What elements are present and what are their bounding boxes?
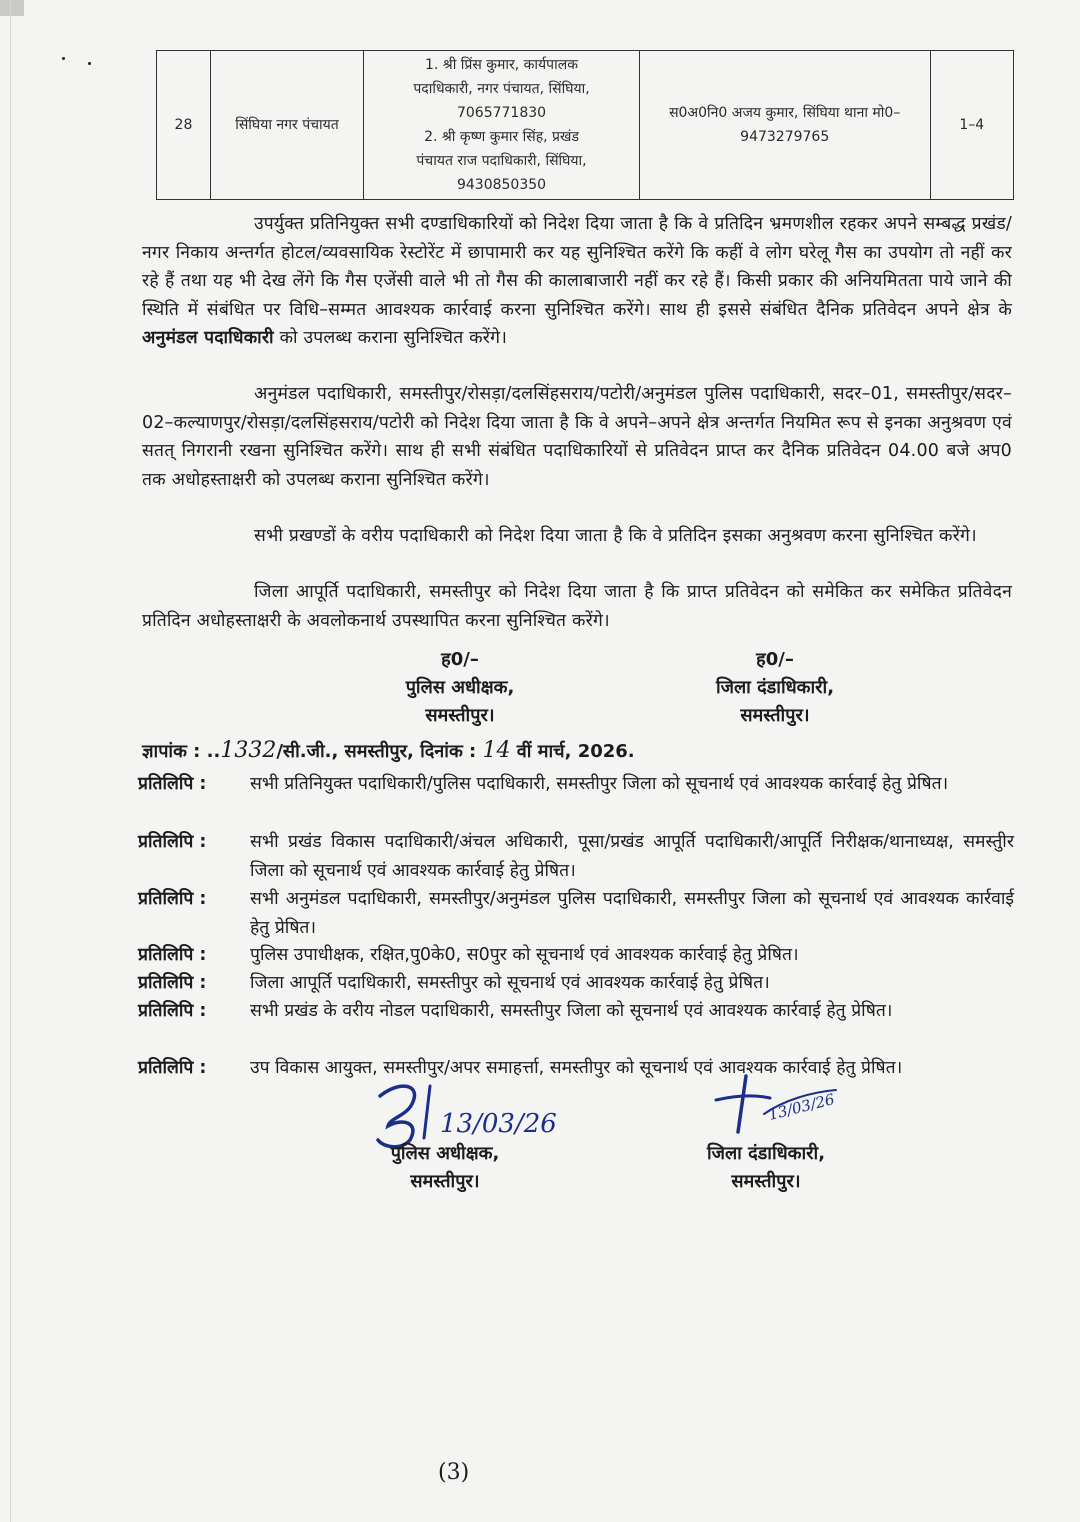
copy-text: सभी प्रखंड विकास पदाधिकारी/अंचल अधिकारी, पूसा/प्रखंड आपूर्ति पदाधिकारी/आपूर्ति निरीक्षक/थानाध्यक्ष, समस्तुीर जिला को सूचनार्थ एवं आवश्यक कार्रवाई हेतु प्रेषित। (250, 832, 1014, 881)
speck (88, 62, 91, 65)
copy-entry (138, 1054, 1014, 1083)
officer-line: 9430850350 (456, 177, 547, 193)
copy-label: प्रतिलिपि : (138, 832, 207, 852)
paragraph-4-text: जिला आपूर्ति पदाधिकारी, समस्तीपुर को निदेश दिया जाता है कि प्राप्त प्रतिवेदन को समेकित कर समेकित प्रतिवेदन प्रतिदिन अधोहस्ताक्षरी के अवलोकनार्थ उपस्थापित करना सुनिश्चित करेंगे। (142, 582, 1012, 631)
signatory-title: जिला दंडाधिकारी, (715, 677, 835, 698)
copy-text: जिला आपूर्ति पदाधिकारी, समस्तीपुर को सूचनार्थ एवं आवश्यक कार्रवाई हेतु प्रेषित। (250, 973, 770, 993)
paragraph-4 (142, 578, 1012, 635)
memo-number: 1332 (220, 738, 277, 763)
officer-line: 7065771830 (456, 105, 547, 121)
officer-line: पदाधिकारी, नगर पंचायत, सिंघिया, (413, 81, 590, 97)
paragraph-3-text: सभी प्रखण्डों के वरीय पदाधिकारी को निदेश दिया जाता है कि वे प्रतिदिन इसका अनुश्रवण करना सुनिश्चित करेंगे। (254, 526, 977, 546)
copy-label: प्रतिलिपि : (138, 1001, 207, 1021)
memo-number-line: ज्ञापांक : ..1332/सी.जी., समस्तीपुर, दिनांक : 14 वीं मार्च, 2026. (142, 738, 635, 763)
dm-final-signature-block (646, 1140, 886, 1196)
signed-mark: ह0/– (441, 649, 479, 670)
signed-mark: ह0/– (756, 649, 794, 670)
allocation-table (156, 50, 1014, 200)
signatory-place: समस्तीपुर। (740, 705, 810, 726)
serial-cell: 28 (157, 51, 211, 200)
copy-label: प्रतिलिपि : (138, 1058, 207, 1078)
dm-signature-date: 13/03/26 (766, 1090, 837, 1124)
page-corner (0, 0, 24, 16)
table-row (157, 51, 1014, 200)
copy-entry (138, 770, 1014, 799)
signatory-title: जिला दंडाधिकारी, (706, 1143, 826, 1164)
copy-text: उप विकास आयुक्त, समस्तीपुर/अपर समाहर्त्ता, समस्तीपुर को सूचनार्थ एवं आवश्यक कार्रवाई हेतु प्रेषित। (250, 1058, 903, 1078)
memo-suffix: वीं मार्च, 2026. (510, 741, 635, 762)
paragraph-2 (142, 380, 1012, 494)
signatory-title: पुलिस अधीक्षक, (390, 1143, 500, 1164)
paragraph-2-text: अनुमंडल पदाधिकारी, समस्तीपुर/रोसड़ा/दलसिंहसराय/पटोरी/अनुमंडल पुलिस पदाधिकारी, सदर–01, समस्तीपुर/सदर–02–कल्याणपुर/रोसड़ा/दलसिंहसराय/पटोरी को निदेश दिया जाता है कि वे अपने–अपने क्षेत्र अन्तर्गत नियमित रूप से इनका अनुश्रवण एवं सतत् निगरानी रखना सुनिश्चित करेंगे। साथ ही सभी संबंधित पदाधिकारियों से प्रतिवेदन प्राप्त कर दैनिक प्रतिवेदन 04.00 बजे अप0 तक अधोहस्ताक्षरी को उपलब्ध कराना सुनिश्चित करेंगे। (142, 384, 1012, 490)
sp-final-signature-block (325, 1140, 565, 1196)
paragraph-1-end: को उपलब्ध कराना सुनिश्चित करेंगे। (279, 328, 508, 348)
copy-label: प्रतिलिपि : (138, 945, 207, 965)
copy-label: प्रतिलिपि : (138, 889, 207, 909)
copy-label: प्रतिलिपि : (138, 774, 207, 794)
copy-text: सभी प्रखंड के वरीय नोडल पदाधिकारी, समस्तीपुर जिला को सूचनार्थ एवं आवश्यक कार्रवाई हेतु प्रेषित। (250, 1001, 893, 1021)
dm-handwritten-signature (712, 1070, 852, 1146)
officer-line: 1. श्री प्रिंस कुमार, कार्यपालक (425, 57, 578, 73)
paragraph-1-text: उपर्युक्त प्रतिनियुक्त सभी दण्डाधिकारियों को निदेश दिया जाता है कि वे प्रतिदिन भ्रमणशील रहकर अपने सम्बद्ध प्रखंड/नगर निकाय अन्तर्गत होटल/व्यवसायिक रेस्टोरेंट में छापामारी कर यह सुनिश्चित करेंगे कि कहीं वे लोग घरेलू गैस का उपयोग तो नहीं कर रहे हैं तथा यह भी देख लेंगे कि गैस एजेंसी वाले भी तो गैस की कालाबाजारी नहीं कर रहे हैं। किसी प्रकार की अनियमितता पाये जाने की स्थिति में संबंधित पर विधि–सम्मत आवश्यक कार्रवाई करना सुनिश्चित करेंगे। साथ ही इससे संबंधित दैनिक प्रतिवेदन अपने क्षेत्र के (142, 214, 1012, 320)
copy-text: पुलिस उपाधीक्षक, रक्षित,पु0के0, स0पुर को सूचनार्थ एवं आवश्यक कार्रवाई हेतु प्रेषित। (250, 945, 799, 965)
sp-signature-date: 13/03/26 (440, 1109, 557, 1139)
copy-entry (138, 941, 1014, 970)
paragraph-1-emphasis: अनुमंडल पदाधिकारी (142, 328, 274, 348)
memo-prefix: ज्ञापांक : (142, 741, 207, 762)
copy-text: सभी प्रतिनियुक्त पदाधिकारी/पुलिस पदाधिकारी, समस्तीपुर जिला को सूचनार्थ एवं आवश्यक कार्रवाई हेतु प्रेषित। (250, 774, 949, 794)
officer-line: पंचायत राज पदाधिकारी, सिंघिया, (416, 153, 587, 169)
signatory-place: समस्तीपुर। (425, 705, 495, 726)
signatory-title: पुलिस अधीक्षक, (405, 677, 515, 698)
copy-entry (138, 997, 1014, 1026)
paragraph-3 (142, 522, 1012, 551)
speck (62, 57, 65, 60)
copy-label: प्रतिलिपि : (138, 973, 207, 993)
sp-signature-block (340, 646, 580, 730)
officer-line: 2. श्री कृष्ण कुमार सिंह, प्रखंड (424, 129, 579, 145)
ward-cell: 1–4 (930, 51, 1014, 200)
copy-text: सभी अनुमंडल पदाधिकारी, समस्तीपुर/अनुमंडल पुलिस पदाधिकारी, समस्तीपुर जिला को सूचनार्थ एवं आवश्यक कार्रवाई हेतु प्रेषित। (250, 889, 1014, 938)
police-officer-cell: स0अ0नि0 अजय कुमार, सिंघिया थाना मो0–9473279765 (639, 51, 930, 200)
dm-signature-block (655, 646, 895, 730)
page-number: (3) (438, 1460, 470, 1485)
copy-entry (138, 969, 1014, 998)
paragraph-1 (142, 210, 1012, 353)
place-cell: सिंघिया नगर पंचायत (210, 51, 363, 200)
signatory-place: समस्तीपुर। (731, 1171, 801, 1192)
memo-day: 14 (482, 738, 511, 763)
page-edge (10, 0, 11, 1522)
officers-cell (364, 51, 640, 200)
signatory-place: समस्तीपुर। (410, 1171, 480, 1192)
copy-entry (138, 828, 1014, 885)
copy-entry (138, 885, 1014, 942)
memo-middle: /सी.जी., समस्तीपुर, दिनांक : (276, 741, 483, 762)
